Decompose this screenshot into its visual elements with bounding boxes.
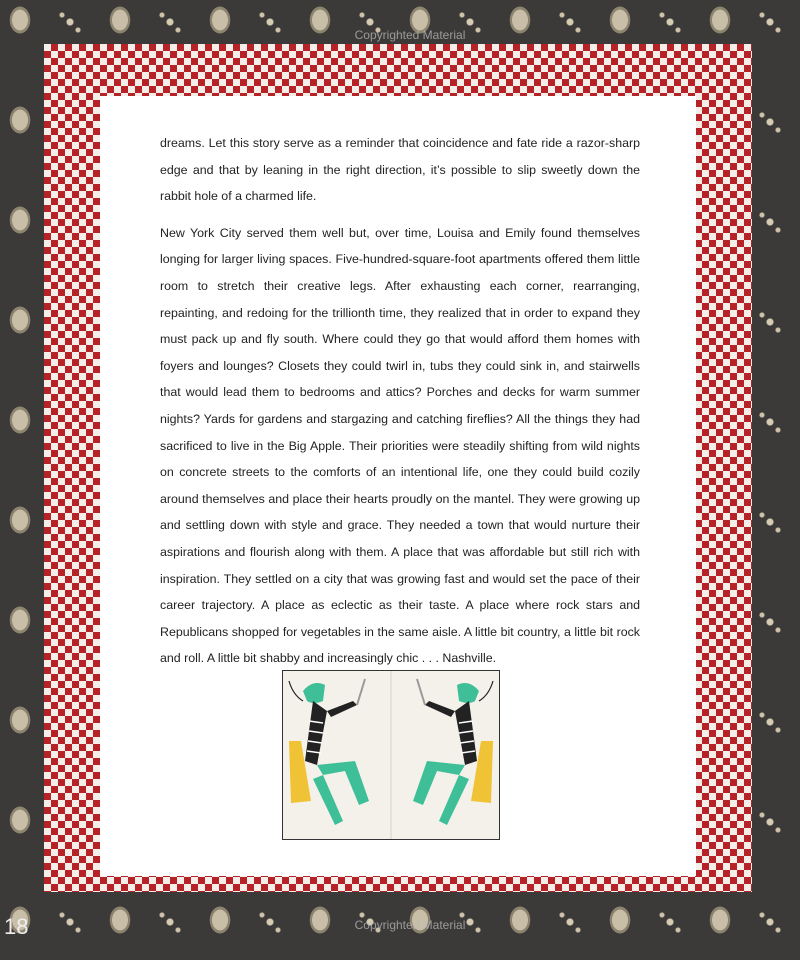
- watermark-top: Copyrighted Material: [354, 28, 466, 42]
- mirrored-insect-illustration: [283, 671, 499, 839]
- watermark-bottom: Copyrighted Material: [354, 918, 466, 932]
- left-figure: [289, 679, 369, 825]
- body-text: [160, 130, 640, 682]
- illustration: [282, 670, 500, 840]
- page-number: 18: [4, 914, 29, 939]
- text-page: [100, 96, 696, 876]
- paragraph-2: New York City served them well but, over time, Louisa and Emily found themselves longing for larger living spaces. Five-hundred-square-foot apartments offered them little room to stretch their creative legs. After exhausting each corner, rearranging, repainting, and redoing for the trillionth time, they realized that in order to expand they must pack up and fly south. Where could they go that would afford them homes with foyers and lounges? Closets they could twirl in, tubs they could sink in, and stairwells that would lead them to bedrooms and attics? Porches and decks for warm summer nights? Yards for gardens and stargazing and catching fireflies? All the things they had sacrificed to live in the Big Apple. Their priorities were steadily shifting from wild nights on concrete streets to the comforts of an intentional life, one they could build cozily around themselves and place their hearts proudly on the mantel. They were growing up and settling down with style and grace. They needed a town that would nurture their aspirations and flourish along with them. A place that was affordable but still rich with inspiration. They settled on a city that was growing fast and would set the pace of their career trajectory. A place as eclectic as their taste. A place where rock stars and Republicans shopped for vegetables in the same aisle. A little bit country, a little bit rock and roll. A little bit shabby and increasingly chic . . . Nashville.: [160, 225, 640, 666]
- paragraph-1: dreams. Let this story serve as a reminder that coincidence and fate ride a razor-sharp edge and that by leaning in the right direction, it’s possible to slip sweetly down the rabbit hole of a charmed life.: [160, 136, 640, 204]
- right-figure: [413, 679, 493, 825]
